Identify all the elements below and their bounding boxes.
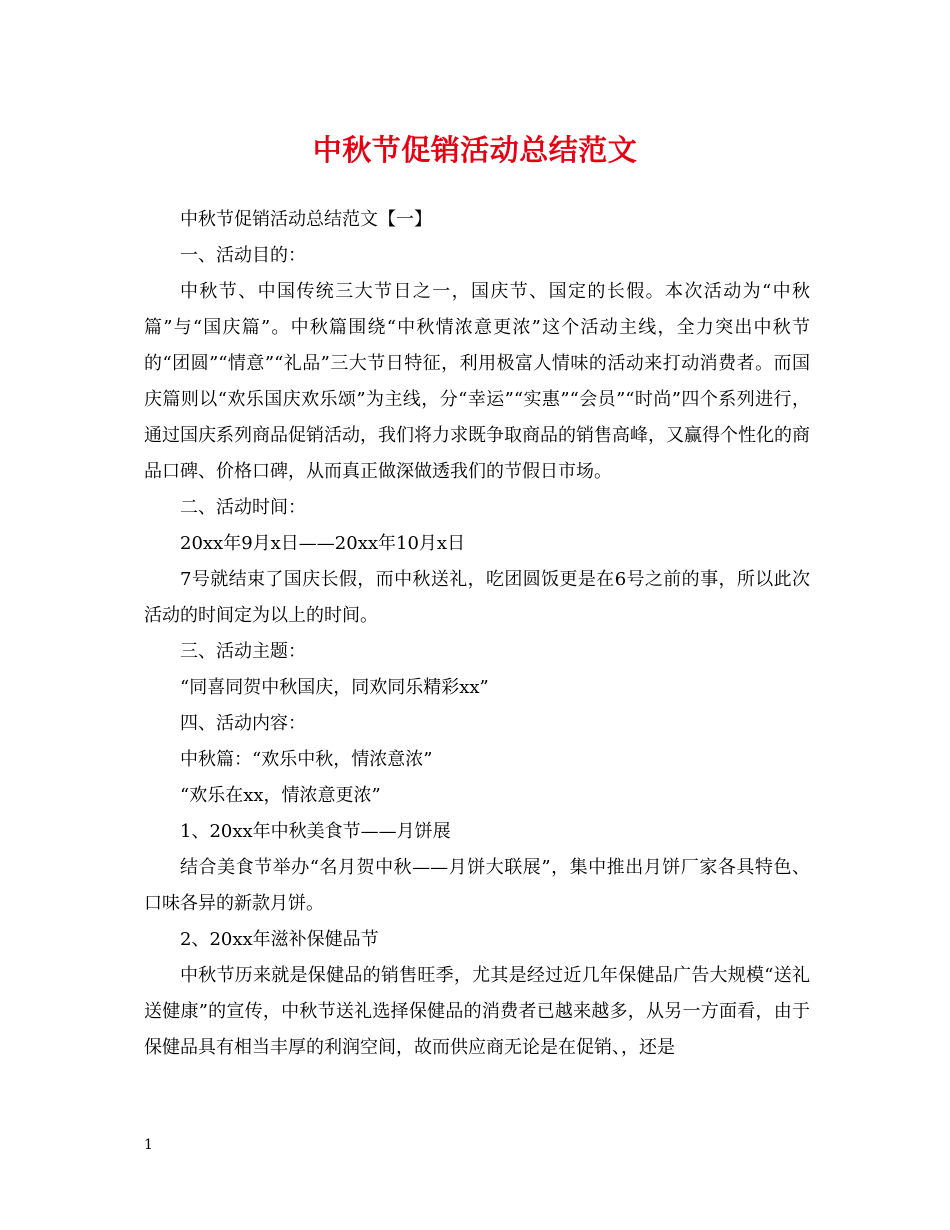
paragraph: “欢乐在xx，情浓意更浓” [180,785,381,806]
paragraph: 2、20xx年滋补保健品节 [180,929,379,950]
paragraph: 结合美食节举办“名月贺中秋——月饼大联展”，集中推出月饼厂家各具特色、口味各异的新款月饼。 [144,857,810,914]
paragraph: 三、活动主题： [180,641,306,662]
paragraph: 中秋篇：“欢乐中秋，情浓意浓” [180,749,433,770]
paragraph: 1、20xx年中秋美食节——月饼展 [180,821,451,842]
page-number: 1 [144,1137,153,1153]
paragraph: “同喜同贺中秋国庆，同欢同乐精彩xx” [180,677,489,698]
paragraph: 中秋节促销活动总结范文【一】 [180,209,432,230]
paragraph: 一、活动目的： [180,245,306,266]
document-body [144,202,810,1066]
paragraph: 中秋节历来就是保健品的销售旺季，尤其是经过近几年保健品广告大规模“送礼送健康”的宣传，中秋节送礼选择保健品的消费者已越来越多，从另一方面看，由于保健品具有相当丰厚的利润空间，故而供应商无论是在促销、，还是 [144,965,810,1058]
paragraph: 中秋节、中国传统三大节日之一，国庆节、国定的长假。本次活动为“中秋篇”与“国庆篇”。中秋篇围绕“中秋情浓意更浓”这个活动主线，全力突出中秋节的“团圆”“情意”“礼品”三大节日特征，利用极富人情味的活动来打动消费者。而国庆篇则以“欢乐国庆欢乐颂”为主线，分“幸运”“实惠”“会员”“时尚”四个系列进行，通过国庆系列商品促销活动，我们将力求既争取商品的销售高峰，又赢得个性化的商品口碑、价格口碑，从而真正做深做透我们的节假日市场。 [144,281,810,482]
paragraph: 四、活动内容： [180,713,306,734]
document-title: 中秋节促销活动总结范文 [312,133,638,167]
paragraph: 二、活动时间： [180,497,306,518]
paragraph: 7号就结束了国庆长假，而中秋送礼，吃团圆饭更是在6号之前的事，所以此次活动的时间定为以上的时间。 [144,569,810,626]
paragraph: 20xx年9月x日——20xx年10月x日 [180,533,466,554]
